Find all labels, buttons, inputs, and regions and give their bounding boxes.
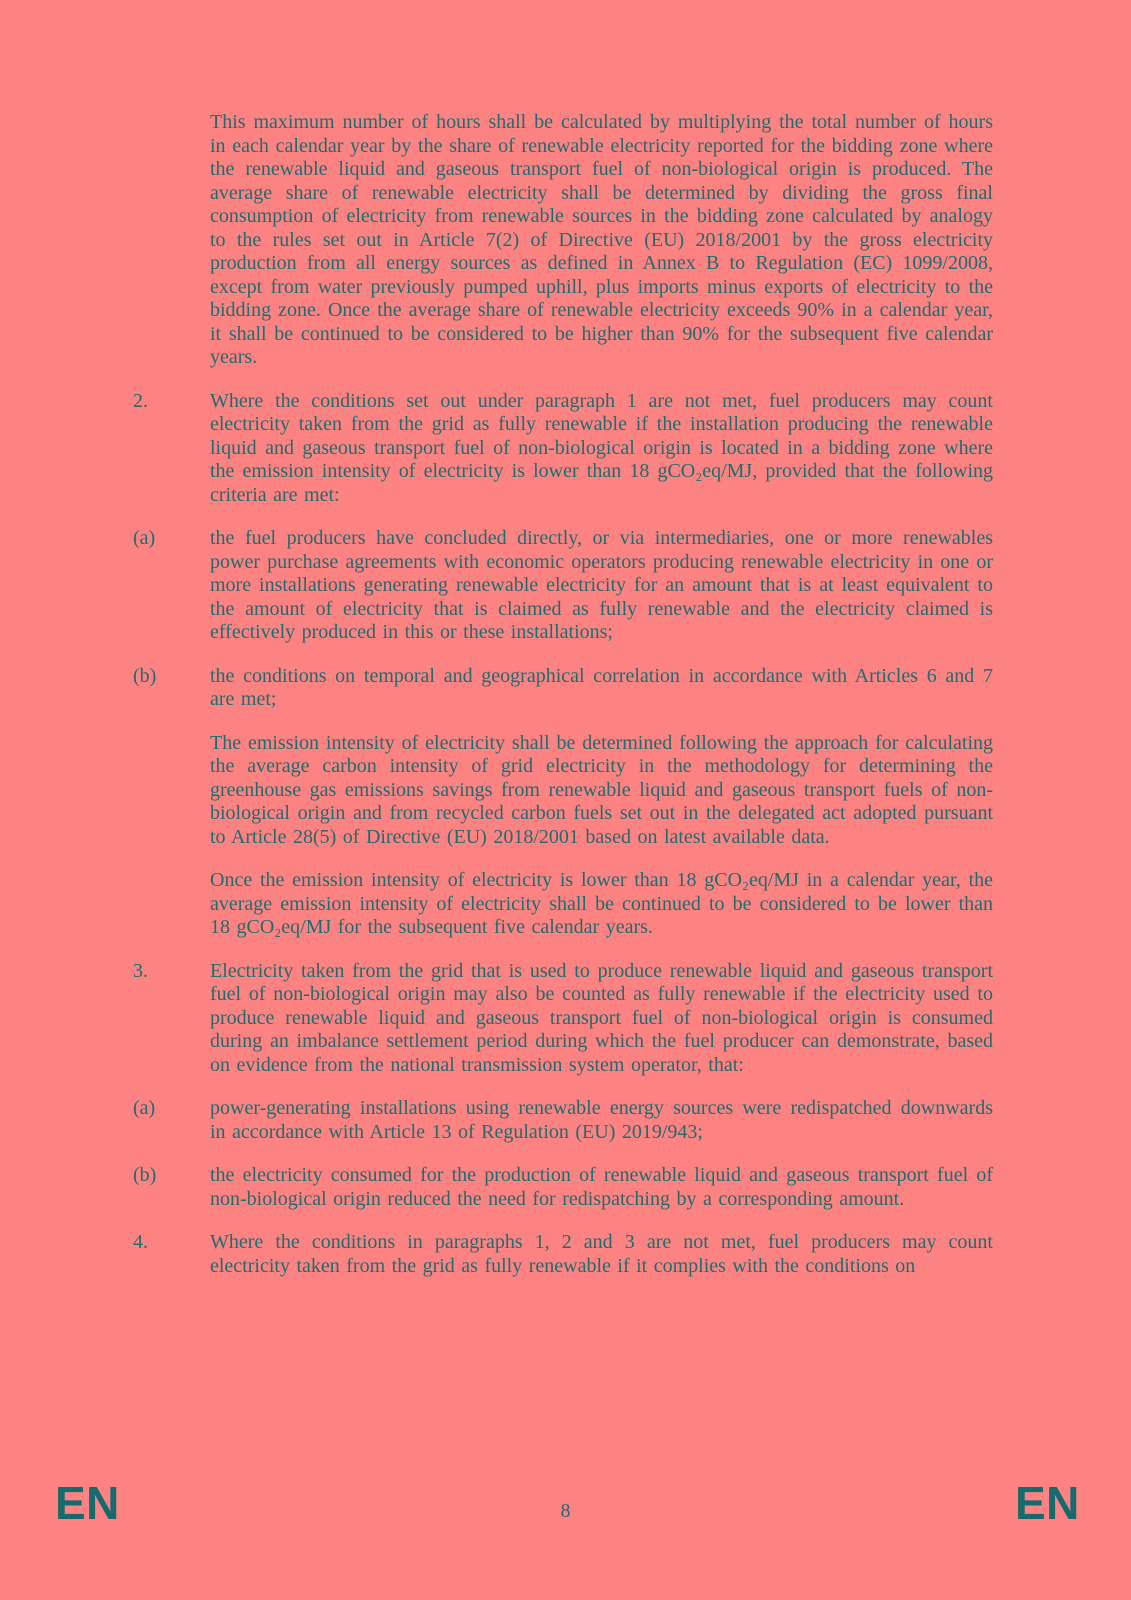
- paragraph-text: This maximum number of hours shall be calculated by multiplying the total number of hours in each calendar year by the share of renewable electricity reported for the bidding zone where the renewable liquid and gaseous transport fuel of non-biological origin is produced. The average share of renewable electricity shall be determined by dividing the gross final consumption of electricity from renewable sources in the bidding zone calculated by analogy to the rules set out in Article 7(2) of Directive (EU) 2018/2001 by the gross electricity production from all energy sources as defined in Annex B to Regulation (EC) 1099/2008, except from water previously pumped uphill, plus imports minus exports of electricity to the bidding zone. Once the average share of renewable electricity exceeds 90% in a calendar year, it shall be continued to be considered to be higher than 90% for the subsequent five calendar years.: [210, 111, 993, 368]
- paragraph-row: [133, 111, 993, 370]
- paragraph-text: the fuel producers have concluded directly, or via intermediaries, one or more renewables power purchase agreements with economic operators producing renewable electricity in one or more installations generating renewable electricity for an amount that is at least equivalent to the amount of electricity that is claimed as fully renewable and the electricity claimed is effectively produced in this or these installations;: [210, 527, 993, 643]
- paragraph-row: [133, 390, 993, 508]
- paragraph-label: (a): [133, 1097, 156, 1119]
- paragraph-text: Once the emission intensity of electricity is lower than 18 gCO₂eq/MJ in a calendar year, the average emission intensity of electricity shall be continued to be considered to be lower than 18 gCO₂eq/MJ for the subsequent five calendar years.: [210, 869, 993, 938]
- paragraph-row: [133, 732, 993, 850]
- paragraph-row: [133, 527, 993, 645]
- paragraph-text: The emission intensity of electricity shall be determined following the approach for calculating the average carbon intensity of grid electricity in the methodology for determining the greenhouse gas emissions savings from renewable liquid and gaseous transport fuels of non-biological origin and from recycled carbon fuels set out in the delegated act adopted pursuant to Article 28(5) of Directive (EU) 2018/2001 based on latest available data.: [210, 731, 993, 848]
- footer-language-left: EN: [55, 1477, 120, 1529]
- paragraph-label: [133, 111, 210, 370]
- paragraph-row: [133, 1231, 993, 1278]
- paragraph-text: power-generating installations using renewable energy sources were redispatched downwards in accordance with Article 13 of Regulation (EU) 2019/943;: [210, 1097, 993, 1143]
- page-number: 8: [560, 1500, 571, 1522]
- paragraph-label: 4.: [133, 1231, 148, 1253]
- paragraph-label: (b): [133, 664, 157, 687]
- paragraph-text: the electricity consumed for the production of renewable liquid and gaseous transport fuel of non-biological origin reduced the need for redispatching by a corresponding amount.: [210, 1164, 993, 1210]
- paragraph-label: [133, 732, 210, 850]
- paragraph-label: [133, 869, 210, 940]
- paragraph-row: [133, 960, 993, 1078]
- paragraph-row: [133, 1097, 993, 1144]
- paragraph-row: [133, 1164, 993, 1211]
- paragraph-text: Where the conditions set out under paragraph 1 are not met, fuel producers may count electricity taken from the grid as fully renewable if the installation producing the renewable liquid and gaseous transport fuel of non-biological origin is located in a bidding zone where the emission intensity of electricity is lower than 18 gCO₂eq/MJ, provided that the following criteria are met:: [210, 389, 993, 506]
- page-body: [133, 111, 993, 1298]
- paragraph-text: Where the conditions in paragraphs 1, 2 and 3 are not met, fuel producers may count electricity taken from the grid as fully renewable if it complies with the conditions on: [210, 1231, 993, 1277]
- paragraph-text: Electricity taken from the grid that is used to produce renewable liquid and gaseous transport fuel of non-biological origin may also be counted as fully renewable if the electricity used to produce renewable liquid and gaseous transport fuel of non-biological origin is consumed during an imbalance settlement period during which the fuel producer can demonstrate, based on evidence from the national transmission system operator, that:: [210, 959, 993, 1076]
- paragraph-label: 3.: [133, 959, 148, 982]
- paragraph-row: [133, 665, 993, 712]
- paragraph-label: (b): [133, 1164, 157, 1186]
- paragraph-row: [133, 869, 993, 940]
- paragraph-label: (a): [133, 527, 156, 549]
- paragraph-text: the conditions on temporal and geographical correlation in accordance with Articles 6 and 7 are met;: [210, 664, 993, 710]
- paragraph-label: 2.: [133, 389, 148, 412]
- footer-language-right: EN: [1015, 1477, 1080, 1529]
